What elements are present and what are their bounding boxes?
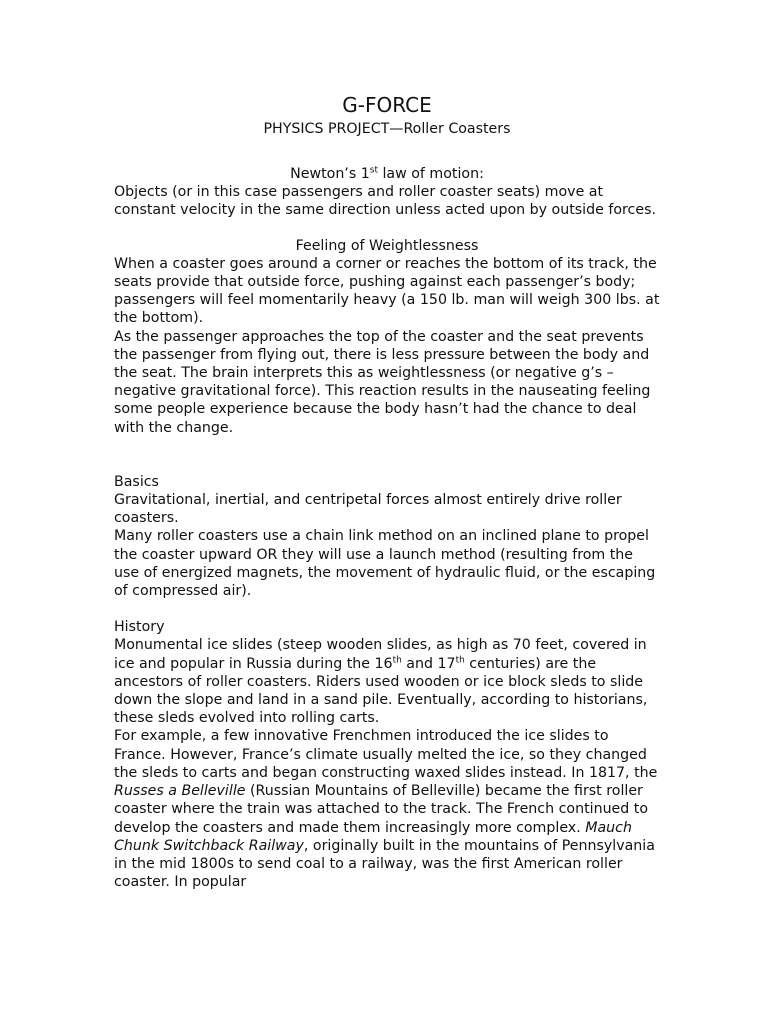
- newton-paragraph: Objects (or in this case passengers and roller coaster seats) move at constant velocity in the same direction unless acted upon by outside forces.: [114, 184, 656, 219]
- weightlessness-heading: Feeling of Weightlessness: [295, 237, 479, 254]
- basics-paragraph-2: Many roller coasters use a chain link method on an inclined plane to propel the coaster upward OR they will use a launch method (resulting from the use of energized magnets, the movement of hydraulic fluid, or the escaping of compressed air).: [114, 528, 656, 600]
- history-p1-text-c: centuries) are the ancestors of roller coasters. Riders used wooden or ice block sleds to slide down the slope and land in a sand pile. Eventually, according to historians, these sleds evolved into rolling carts.: [114, 655, 648, 727]
- history-p2-italic-1: Russes a Belleville: [114, 783, 246, 800]
- document-title: G-FORCE: [342, 93, 432, 117]
- document-subtitle: PHYSICS PROJECT—Roller Coasters: [263, 121, 511, 137]
- history-p2-text-a: For example, a few innovative Frenchmen introduced the ice slides to France. However, France’s climate usually melted the ice, so they changed the sleds to carts and began constructing waxed slides instead. In 1817, the: [114, 728, 658, 781]
- newton-heading: [114, 165, 660, 183]
- history-p1-text-a: Monumental ice slides (steep wooden slides, as high as 70 feet, covered in ice and popular in Russia during the 16: [114, 637, 647, 672]
- history-heading: History: [114, 619, 165, 636]
- history-paragraph-2: [114, 727, 660, 891]
- basics-heading: Basics: [114, 473, 159, 490]
- weightlessness-paragraph-1: When a coaster goes around a corner or reaches the bottom of its track, the seats provide that outside force, pushing against each passenger’s body; passengers will feel momentarily heavy (a 150 lb. man will weigh 300 lbs. at the bottom).: [114, 255, 660, 327]
- history-p2-text-c: , originally built in the mountains of Pennsylvania in the mid 1800s to send coal to a railway, was the first American roller coaster. In popular: [114, 837, 655, 891]
- history-paragraph-1: [114, 636, 660, 727]
- basics-paragraph-1: Gravitational, inertial, and centripetal forces almost entirely drive roller coasters.: [114, 492, 622, 527]
- weightlessness-paragraph-2: As the passenger approaches the top of the coaster and the seat prevents the passenger from flying out, there is less pressure between the body and the seat. The brain interprets this as weightlessness (or negative g’s – negative gravitational force). This reaction results in the nauseating feeling some people experience because the body hasn’t had the chance to deal with the change.: [114, 328, 651, 436]
- history-p1-text-b: and 17: [401, 655, 456, 672]
- newton-heading-pre: Newton’s 1: [290, 166, 370, 182]
- document-body: [114, 93, 660, 891]
- newton-heading-post: law of motion:: [377, 166, 484, 182]
- history-p2-text-b: (Russian Mountains of Belleville) became the first roller coaster where the train was attached to the track. The French continued to develop the coasters and made them increasingly more complex.: [114, 783, 649, 836]
- history-p2-italic-2: Mauch Chunk Switchback Railway: [114, 819, 632, 854]
- newton-heading-sup: st: [369, 165, 378, 176]
- history-p1-sup-1: th: [392, 654, 402, 665]
- history-p1-sup-2: th: [455, 654, 465, 665]
